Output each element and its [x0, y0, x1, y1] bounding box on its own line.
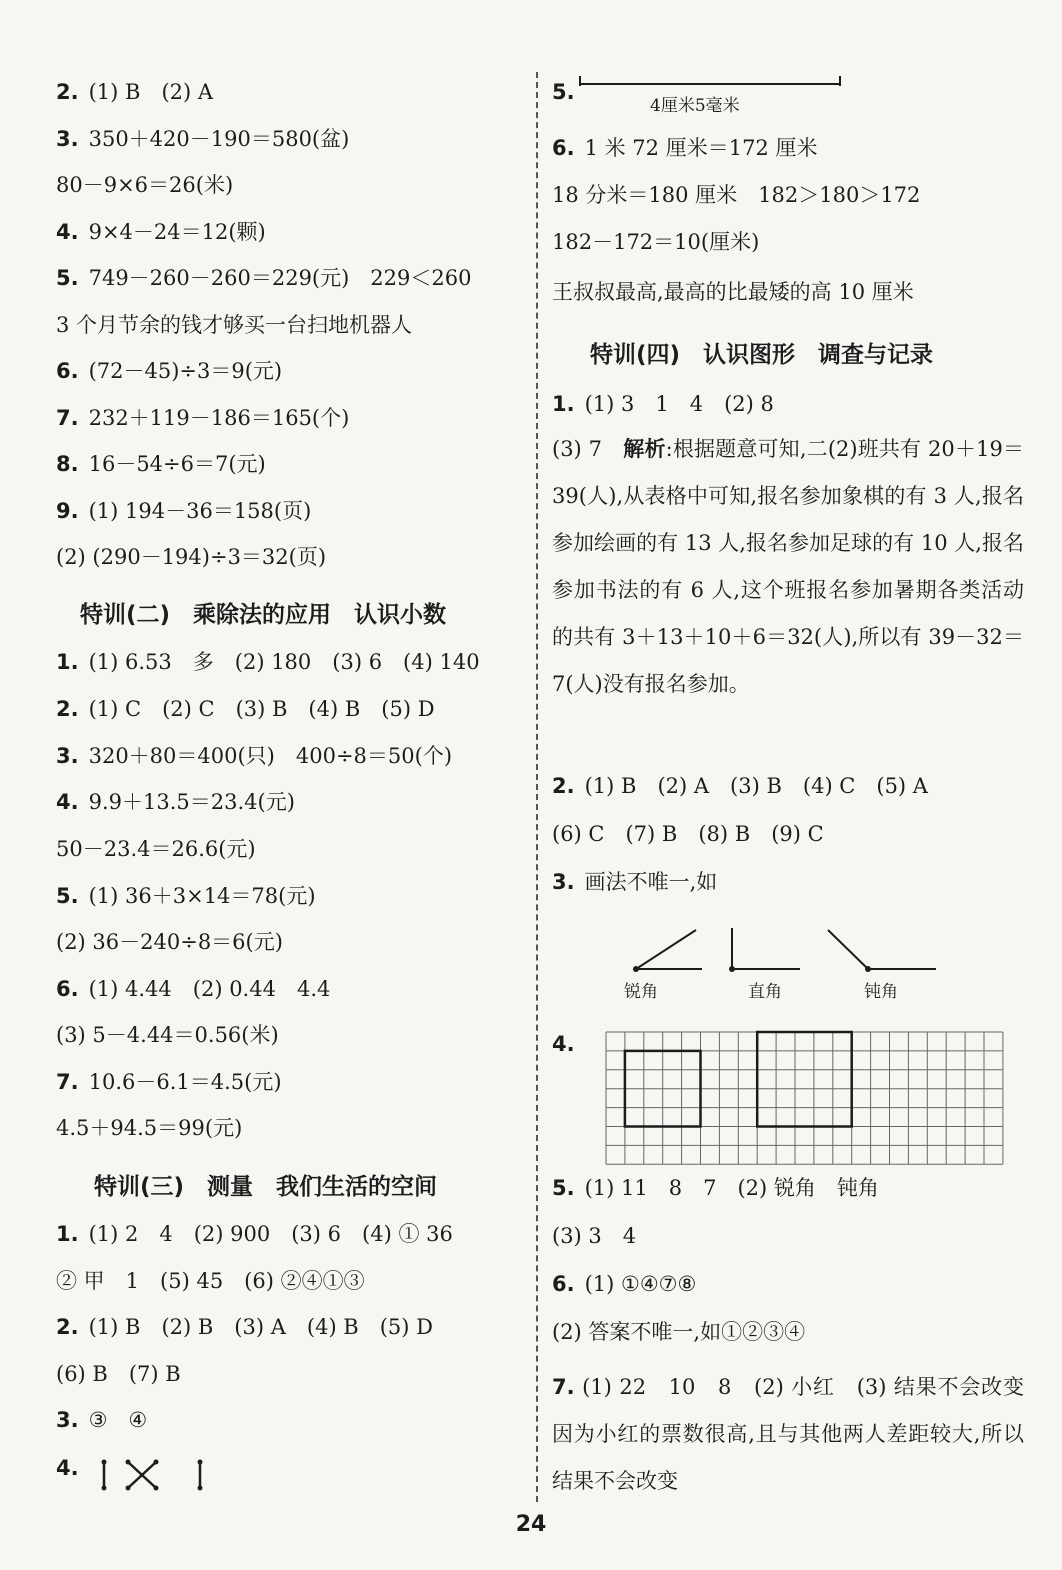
answer-line — [56, 1068, 282, 1096]
answer-text: (1) 2 4 (2) 900 (3) 6 (4) ① 36 — [88, 1222, 453, 1246]
answer-line — [552, 868, 717, 896]
answer-line — [56, 835, 256, 863]
segment-figure — [578, 74, 842, 90]
answer-text: (3) 3 4 — [552, 1224, 637, 1248]
question-number: 1. — [56, 1222, 79, 1246]
line-figure — [96, 1454, 206, 1494]
angle-label-obtuse: 钝角 — [864, 982, 898, 1002]
section-heading-3: 特训(三) 测量 我们生活的空间 — [94, 1174, 438, 1200]
answer-line — [56, 1454, 89, 1482]
question-number: 3. — [56, 127, 79, 151]
answer-line — [56, 404, 349, 432]
answer-line — [552, 134, 817, 162]
answer-line — [56, 882, 316, 910]
question-number: 1. — [552, 392, 575, 416]
answer-text: 9×4－24＝12(颗) — [88, 220, 266, 244]
explanation-label: 解析 — [623, 437, 666, 461]
question-number: 4. — [552, 1032, 575, 1056]
answer-line — [56, 695, 435, 723]
answer-line — [56, 1114, 242, 1142]
angle-drawings — [632, 924, 962, 974]
question-number: 2. — [56, 697, 79, 721]
question-number: 6. — [552, 136, 575, 160]
answer-text: ③ ④ — [88, 1408, 148, 1432]
answer-text: (1) 4.44 (2) 0.44 4.4 — [88, 977, 331, 1001]
answer-line — [56, 543, 326, 571]
answer-text: 1 米 72 厘米＝172 厘米 — [584, 136, 818, 160]
question-number: 3. — [552, 870, 575, 894]
answer-line — [552, 228, 759, 256]
answer-text: 9.9＋13.5＝23.4(元) — [88, 790, 295, 814]
answer-text: (1) C (2) C (3) B (4) B (5) D — [88, 697, 435, 721]
answer-text: 4.5＋94.5＝99(元) — [56, 1116, 243, 1140]
answer-text: 50－23.4＝26.6(元) — [56, 837, 256, 861]
answer-text: (2) 答案不唯一,如①②③④ — [552, 1320, 806, 1344]
answer-text: (1) 6.53 多 (2) 180 (3) 6 (4) 140 — [88, 650, 480, 674]
answer-line — [56, 975, 330, 1003]
answer-text: (1) B (2) A (3) B (4) C (5) A — [584, 774, 928, 798]
question-number: 7. — [552, 1375, 575, 1399]
question-number: 2. — [552, 774, 575, 798]
answer-line — [56, 125, 349, 153]
answer-line — [552, 1174, 879, 1202]
answer-text: 350＋420－190＝580(盆) — [88, 127, 350, 151]
question-number: 7. — [56, 406, 79, 430]
answer-text: (1) 11 8 7 (2) 锐角 钝角 — [584, 1176, 879, 1200]
answer-text: (1) 22 10 8 (2) 小红 (3) 结果不会改变 因为小红的票数很高,且与其他两人差距较大,所以结果不会改变 — [552, 1375, 1045, 1493]
question-number: 2. — [56, 1315, 79, 1339]
answer-text: 16－54÷6＝7(元) — [88, 452, 266, 476]
angle-label-right: 直角 — [748, 982, 782, 1002]
question-number: 8. — [56, 452, 79, 476]
answer-line — [56, 788, 295, 816]
answer-text: (6) B (7) B — [56, 1362, 181, 1386]
answer-line — [552, 820, 824, 848]
answer-line — [552, 1222, 636, 1250]
answer-text: 320＋80＝400(只) 400÷8＝50(个) — [88, 744, 453, 768]
page-number: 24 — [515, 1512, 547, 1537]
question-number: 5. — [552, 80, 575, 104]
question-number: 6. — [56, 977, 79, 1001]
answer-text: (6) C (7) B (8) B (9) C — [552, 822, 824, 846]
answer-text: (2) 36－240÷8＝6(元) — [56, 930, 283, 954]
question-number: 5. — [56, 884, 79, 908]
answer-line — [56, 450, 266, 478]
question-number: 7. — [56, 1070, 79, 1094]
answer-text: (1) ①④⑦⑧ — [584, 1272, 697, 1296]
explanation-paragraph — [552, 426, 1024, 708]
question-number: 4. — [56, 1456, 79, 1480]
question-number: 2. — [56, 80, 79, 104]
question-7 — [552, 1364, 1045, 1505]
answer-line — [552, 390, 774, 418]
answer-line — [56, 311, 412, 339]
answer-text: (3) 7 — [552, 437, 624, 461]
answer-line — [56, 497, 311, 525]
question-number: 4. — [56, 220, 79, 244]
section-heading-4: 特训(四) 认识图形 调查与记录 — [590, 342, 934, 368]
question-number: 6. — [552, 1272, 575, 1296]
question-number: 4. — [56, 790, 79, 814]
answer-line — [56, 218, 266, 246]
answer-line — [552, 1318, 805, 1346]
answer-text: 10.6－6.1＝4.5(元) — [88, 1070, 282, 1094]
section-heading-2: 特训(二) 乘除法的应用 认识小数 — [80, 602, 447, 628]
answer-line — [56, 264, 471, 292]
answer-text: ② 甲 1 (5) 45 (6) ②④①③ — [56, 1269, 365, 1293]
answer-text: 画法不唯一,如 — [584, 870, 718, 894]
answer-text: (1) B (2) A — [88, 80, 214, 104]
question-number: 5. — [552, 1176, 575, 1200]
answer-line — [56, 1267, 365, 1295]
answer-line — [56, 1220, 453, 1248]
question-number: 9. — [56, 499, 79, 523]
square-grid-figure — [588, 1030, 988, 1174]
answer-text: 18 分米＝180 厘米 182＞180＞172 — [552, 183, 921, 207]
answer-text: (1) B (2) B (3) A (4) B (5) D — [88, 1315, 434, 1339]
angle-label-acute: 锐角 — [624, 982, 658, 1002]
answer-text: (72－45)÷3＝9(元) — [88, 359, 283, 383]
answer-text: 182－172＝10(厘米) — [552, 230, 760, 254]
question-number: 3. — [56, 1408, 79, 1432]
answer-text: 3 个月节余的钱才够买一台扫地机器人 — [56, 313, 413, 337]
question-number: 3. — [56, 744, 79, 768]
answer-line — [56, 1313, 433, 1341]
answer-text: 232＋119－186＝165(个) — [88, 406, 350, 430]
answer-line — [552, 278, 914, 306]
explanation-text: :根据题意可知,二(2)班共有 20＋19＝39(人),从表格中可知,报名参加象棋的有 3 人,报名参加绘画的有 13 人,报名参加足球的有 10 人,报名参加书法的有 6 人,这个班报名参加暑期各类活动的共有 3＋13＋10＋6＝32(人),所以有 39－32＝7(人)没有报名参加。 — [552, 437, 1024, 696]
answer-line — [552, 1030, 585, 1058]
answer-line — [552, 181, 920, 209]
answer-line — [56, 648, 480, 676]
answer-text: 王叔叔最高,最高的比最矮的高 10 厘米 — [552, 280, 914, 304]
answer-line — [56, 1406, 147, 1434]
answer-text: (3) 5－4.44＝0.56(米) — [56, 1023, 279, 1047]
question-number: 1. — [56, 650, 79, 674]
answer-line — [552, 1270, 696, 1298]
question-number: 6. — [56, 359, 79, 383]
question-number: 5. — [56, 266, 79, 290]
answer-text: (1) 36＋3×14＝78(元) — [88, 884, 316, 908]
answer-line — [56, 1021, 279, 1049]
answer-text: (2) (290－194)÷3＝32(页) — [56, 545, 327, 569]
segment-label: 4厘米5毫米 — [650, 96, 740, 116]
column-divider — [536, 72, 538, 1502]
answer-text: 749－260－260＝229(元) 229＜260 — [88, 266, 472, 290]
answer-line — [56, 171, 233, 199]
answer-line — [56, 1360, 181, 1388]
answer-text: (1) 194－36＝158(页) — [88, 499, 312, 523]
answer-line — [56, 928, 283, 956]
answer-text: (1) 3 1 4 (2) 8 — [584, 392, 774, 416]
answer-line — [56, 742, 452, 770]
answer-text: 80－9×6＝26(米) — [56, 173, 234, 197]
answer-line — [56, 78, 213, 106]
answer-line — [552, 772, 928, 800]
answer-line — [56, 357, 282, 385]
